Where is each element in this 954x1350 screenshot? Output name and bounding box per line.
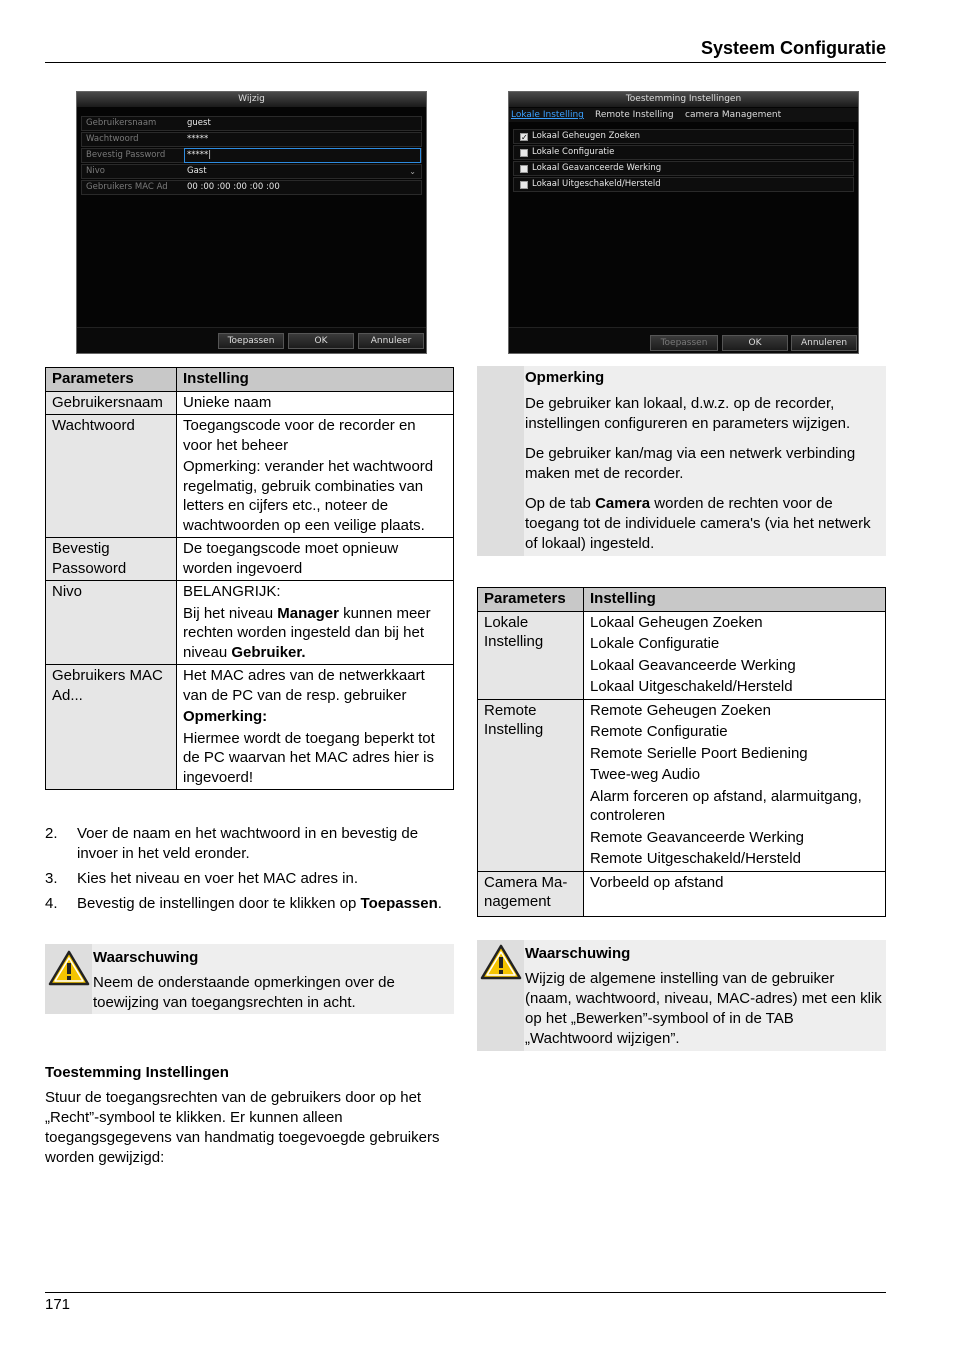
dvr-tab-bar	[509, 108, 858, 122]
tab-remote-instelling[interactable]: Remote Instelling	[595, 110, 674, 120]
text-run: worden de rechten voor de toegang tot de individuele camera's (via het netwerk of lokaal) ingesteld.	[525, 495, 871, 552]
param-cell: Camera Ma-nagement	[478, 871, 584, 916]
table-row	[46, 665, 454, 790]
text-run: Bevestig de instellingen door te klikken op	[77, 895, 361, 912]
text-bold-run: Camera	[595, 495, 651, 512]
dvr-permission-row[interactable]	[513, 177, 854, 192]
text-bold-run: Manager	[277, 604, 339, 622]
table-header-cell: Instelling	[177, 368, 454, 392]
dvr-row-label: Nivo	[86, 166, 105, 176]
checkbox-icon[interactable]	[520, 149, 528, 157]
page-number: 171	[45, 1296, 71, 1313]
step-number: 4.	[45, 895, 58, 912]
param-cell: Gebruikers MAC Ad...	[46, 665, 177, 790]
dvr-row-password[interactable]	[81, 132, 422, 147]
dvr-permission-row[interactable]	[513, 129, 854, 144]
table-row	[46, 391, 454, 415]
step-text: Voer de naam en het wachtwoord in en bevestig de invoer in het veld eronder.	[77, 825, 419, 862]
dvr-row-label: Gebruikers MAC Ad	[86, 182, 168, 192]
dvr-permissions-screenshot	[508, 91, 859, 354]
dvr-ok-button[interactable]: OK	[722, 335, 788, 351]
text-run: Bij het niveau	[183, 604, 278, 622]
list-item: Twee-weg Audio	[590, 766, 701, 783]
text-run: Op de tab	[525, 495, 596, 512]
page-title: Systeem Configuratie	[700, 38, 886, 58]
dvr-cancel-button[interactable]: Annuleer	[358, 333, 424, 349]
table-header-row	[478, 588, 886, 612]
value-cell: Unieke naam	[177, 391, 454, 415]
value-cell	[177, 665, 454, 790]
dvr-ok-button[interactable]: OK	[288, 333, 354, 349]
dvr-row-username[interactable]	[81, 116, 422, 131]
checkbox-icon[interactable]	[520, 181, 528, 189]
value-text: Hiermee wordt de toegang beperkt tot de PC waarvan het MAC adres hier is ingevoerd!	[183, 729, 435, 786]
note-sidebar	[477, 366, 524, 556]
tab-lokale-instelling[interactable]: Lokale Instelling	[511, 110, 584, 120]
dvr-permission-label: Lokaal Uitgeschakeld/Hersteld	[532, 179, 661, 189]
value-cell	[177, 415, 454, 538]
dvr-edit-user-screenshot	[76, 91, 427, 354]
list-item: Remote Configuratie	[590, 723, 728, 740]
dvr-row-value: *****|	[187, 150, 212, 160]
table-header-row	[46, 368, 454, 392]
dvr-permissions-title: Toestemming Instellingen	[509, 92, 858, 107]
table-row	[478, 699, 886, 871]
dvr-row-label: Wachtwoord	[86, 134, 139, 144]
checkbox-icon[interactable]	[520, 165, 528, 173]
tab-camera-management[interactable]: camera Management	[685, 110, 782, 120]
warning-triangle-icon	[480, 944, 522, 980]
list-item: Remote Uitgeschakeld/Hersteld	[590, 850, 801, 867]
dvr-permission-row[interactable]	[513, 145, 854, 160]
list-item: Remote Geavanceerde Werking	[590, 828, 804, 846]
list-item: Alarm forceren op afstand, alarmuitgang, controleren	[590, 787, 862, 824]
dvr-row-mac[interactable]	[81, 180, 422, 195]
dvr-row-value: 00 :00 :00 :00 :00 :00	[187, 182, 280, 192]
numbered-steps	[45, 824, 454, 934]
list-item: Remote Serielle Poort Bediening	[590, 744, 808, 762]
table-row	[478, 611, 886, 699]
list-item: Lokaal Uitgeschakeld/Hersteld	[590, 678, 793, 695]
warning-title: Waarschuwing	[93, 949, 199, 966]
dvr-row-label: Gebruikersnaam	[86, 118, 157, 128]
dvr-cancel-button[interactable]: Annuleren	[791, 335, 857, 351]
param-cell: Remote Instelling	[478, 699, 584, 871]
text-run: kunnen meer rechten worden ingesteld dan bij het niveau	[183, 604, 431, 661]
dvr-row-value: guest	[187, 118, 211, 128]
warning-triangle-icon	[48, 950, 90, 986]
dvr-row-confirm-password[interactable]	[81, 148, 422, 163]
param-cell: Wachtwoord	[46, 415, 177, 538]
param-cell: Nivo	[46, 581, 177, 665]
text-bold-run: Toepassen	[360, 895, 438, 912]
dvr-permission-label: Lokale Configuratie	[532, 147, 615, 157]
user-parameters-table	[45, 367, 454, 790]
list-item: Lokale Configuratie	[590, 635, 720, 652]
table-header-cell: Instelling	[584, 588, 886, 612]
value-cell: De toegangscode moet opnieuw worden ingevoerd	[177, 538, 454, 581]
value-text: Toegangscode voor de recorder en voor het beheer	[183, 417, 416, 454]
value-text	[183, 604, 447, 663]
section-heading: Toestemming Instellingen	[45, 1064, 229, 1081]
table-row	[46, 538, 454, 581]
note-paragraph: De gebruiker kan/mag via een netwerk verbinding maken met de recorder.	[525, 445, 856, 482]
table-header-cell: Parameters	[46, 368, 177, 392]
param-cell: Gebruikersnaam	[46, 391, 177, 415]
footer-rule	[45, 1292, 886, 1293]
dvr-permission-label: Lokaal Geavanceerde Werking	[532, 163, 662, 173]
header-rule	[45, 62, 886, 63]
value-text: BELANGRIJK:	[183, 583, 281, 600]
value-cell	[177, 581, 454, 665]
dvr-permission-label: Lokaal Geheugen Zoeken	[532, 131, 641, 141]
param-cell: Bevestig Passoword	[46, 538, 177, 581]
value-cell: Vorbeeld op afstand	[584, 871, 886, 916]
table-row	[46, 581, 454, 665]
list-item: Remote Geheugen Zoeken	[590, 701, 771, 719]
table-row	[46, 415, 454, 538]
warning-text: Wijzig de algemene instelling van de gebruiker (naam, wachtwoord, niveau, MAC-adres) met een klik op het „Bewerken”-symbool of in de TAB „Wachtwoord wijzigen”.	[525, 970, 882, 1047]
dvr-row-value: Gast	[187, 166, 207, 176]
dvr-apply-button[interactable]: Toepassen	[218, 333, 284, 349]
permissions-table	[477, 587, 886, 917]
list-item: Lokaal Geavanceerde Werking	[590, 656, 796, 674]
list-item: Lokaal Geheugen Zoeken	[590, 613, 763, 631]
value-cell	[584, 699, 886, 871]
text-bold-run: Gebruiker.	[231, 643, 306, 661]
dvr-edit-title: Wijzig	[77, 92, 426, 107]
note-paragraph	[525, 494, 881, 554]
section-body: Stuur de toegangsrechten van de gebruikers door op het „Recht”-symbool te klikken. Er kunnen alleen toegangsgegevens van handmatig toegevoegde gebruikers worden gewijzigd:	[45, 1089, 440, 1166]
text-run: .	[437, 895, 442, 912]
dvr-row-label: Bevestig Password	[86, 150, 166, 160]
note-title: Opmerking	[525, 369, 605, 386]
value-cell	[584, 611, 886, 699]
dvr-apply-button[interactable]: Toepassen	[650, 335, 718, 351]
warning-box-left	[45, 944, 454, 1014]
table-row	[478, 871, 886, 916]
table-header-cell: Parameters	[478, 588, 584, 612]
dvr-permission-row[interactable]	[513, 161, 854, 176]
dvr-row-value: *****	[187, 134, 209, 144]
warning-box-right	[477, 940, 886, 1051]
warning-text: Neem de onderstaande opmerkingen over de toewijzing van toegangsrechten in acht.	[93, 974, 395, 1011]
dvr-row-level[interactable]	[81, 164, 422, 179]
param-cell: Lokale Instelling	[478, 611, 584, 699]
note-box-right	[477, 366, 886, 556]
value-note: Opmerking: verander het wachtwoord regelmatig, gebruik combinaties van letters en cijfers etc., noteer de wachtwoorden op een veilige plaats.	[183, 458, 434, 534]
step-text: Kies het niveau en voer het MAC adres in.	[77, 870, 358, 887]
checkbox-icon[interactable]: ✓	[521, 133, 528, 142]
dropdown-caret-icon: ⌄	[409, 167, 416, 176]
focus-outline	[184, 148, 421, 163]
step-text	[77, 894, 454, 914]
warning-title: Waarschuwing	[525, 945, 631, 962]
value-text: Het MAC adres van de netwerkkaart van de PC van de resp. gebruiker	[183, 667, 425, 704]
note-paragraph: De gebruiker kan lokaal, d.w.z. op de recorder, instellingen configureren en parameters wijzigen.	[525, 395, 851, 432]
value-note-label: Opmerking:	[183, 708, 268, 725]
step-number: 3.	[45, 870, 58, 887]
step-number: 2.	[45, 825, 58, 842]
